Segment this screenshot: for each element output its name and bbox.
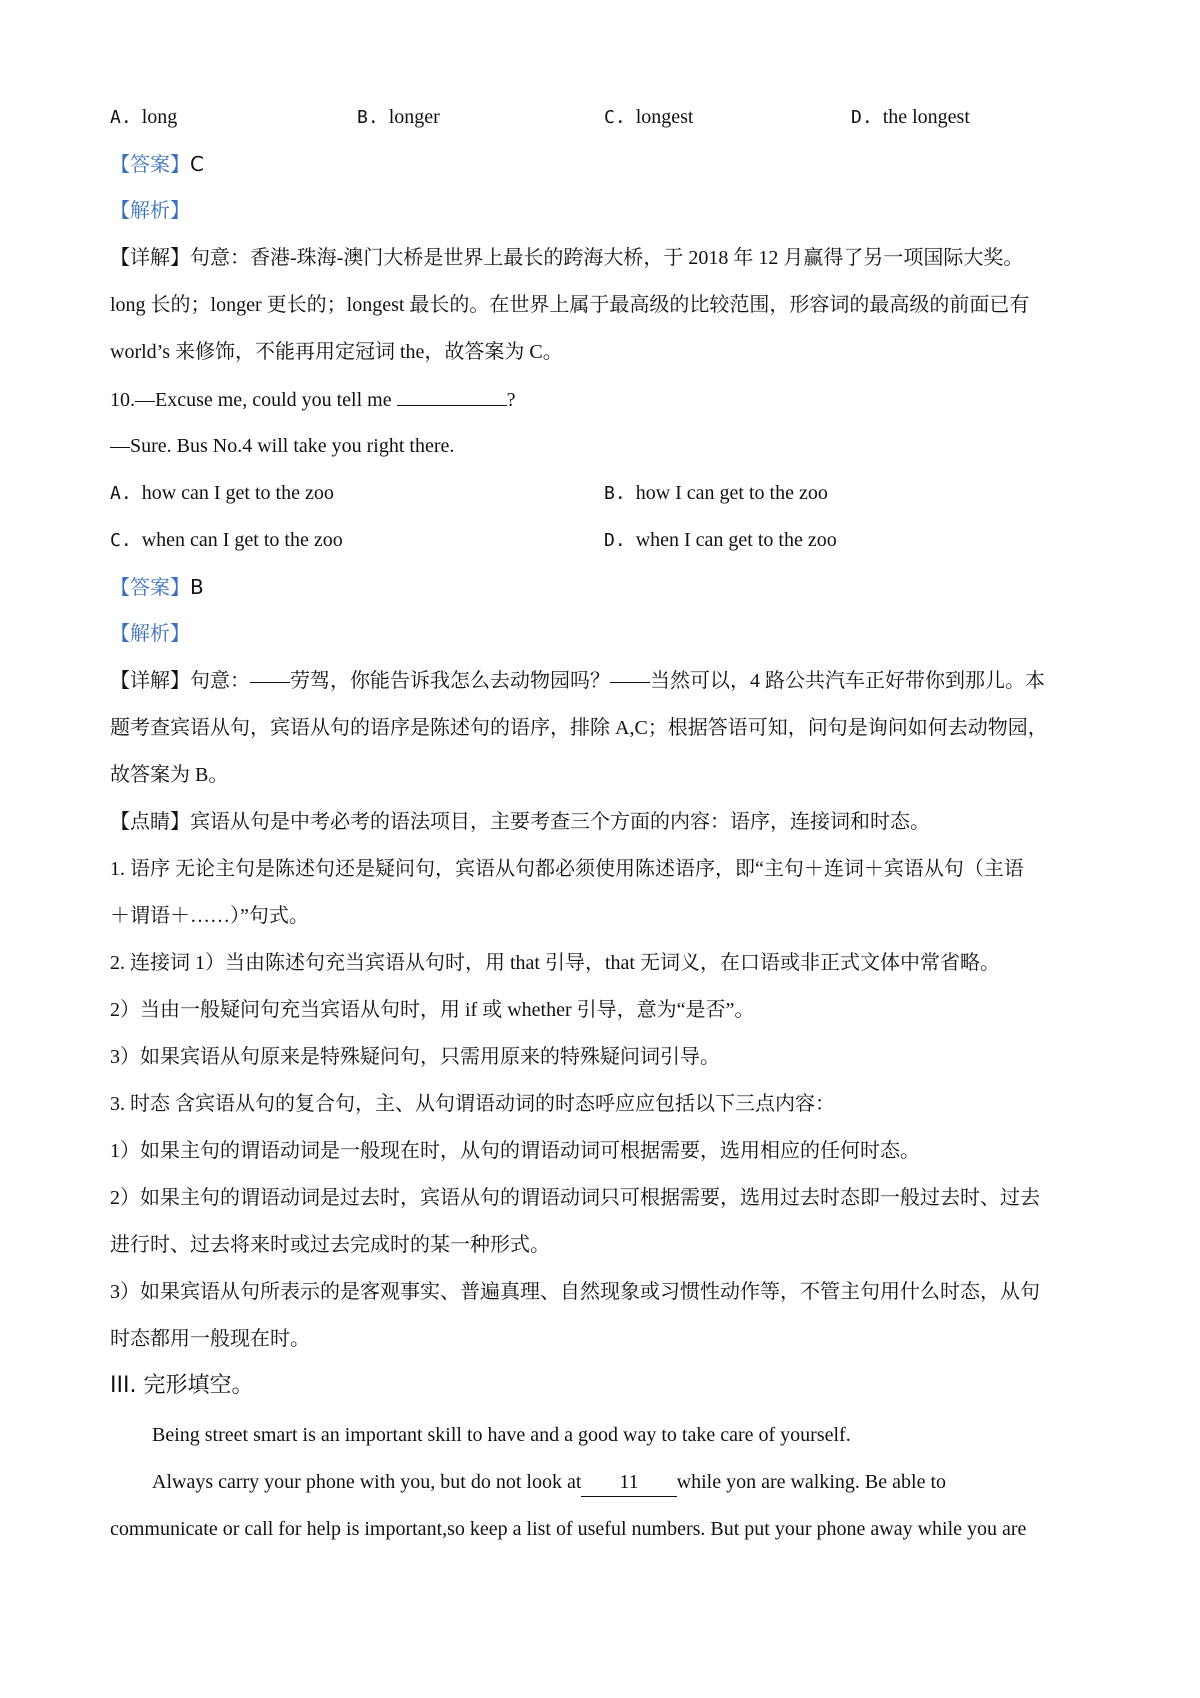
answer-value: C — [190, 152, 204, 176]
q9-option-a — [110, 103, 177, 132]
section-title: III. 完形填空。 — [110, 1373, 254, 1398]
answer-tag: 【答案】 — [110, 154, 190, 176]
q10-tip-line: 3. 时态 含宾语从句的复合句，主、从句谓语动词的时态呼应应包括以下三点内容： — [110, 1093, 835, 1115]
q9-detail-line: 【详解】句意：香港-珠海-澳门大桥是世界上最长的跨海大桥，于 2018 年 12 月赢得了另一项国际大奖。 — [110, 247, 1024, 269]
q10-tip-line: 3）如果宾语从句所表示的是客观事实、普遍真理、自然现象或习惯性动作等，不管主句用什么时态，从句 — [110, 1281, 1040, 1303]
q10-option-c — [110, 526, 343, 555]
option-letter: C. — [604, 107, 626, 128]
q10-tip-line: 进行时、过去将来时或过去完成时的某一种形式。 — [110, 1234, 550, 1256]
q10-tip-line: 1）如果主句的谓语动词是一般现在时，从句的谓语动词可根据需要，选用相应的任何时态。 — [110, 1140, 920, 1162]
q10-stem — [110, 385, 1100, 414]
q10-tip-line: 2）如果主句的谓语动词是过去时，宾语从句的谓语动词只可根据需要，选用过去时态即一般过去时、过去 — [110, 1187, 1040, 1209]
q10-detail-line: 【详解】句意：——劳驾，你能告诉我怎么去动物园吗？——当然可以，4 路公共汽车正好带你到那儿。本 — [110, 670, 1045, 692]
answer-tag: 【答案】 — [110, 577, 190, 599]
option-text: when I can get to the zoo — [635, 529, 837, 551]
option-letter: A. — [110, 107, 132, 128]
q9-detail-line: world’s 来修饰，不能再用定冠词 the，故答案为 C。 — [110, 341, 563, 363]
option-text: when can I get to the zoo — [141, 529, 343, 551]
q10-option-a — [110, 479, 334, 508]
q9-option-c — [604, 103, 693, 132]
q10-tip-line: ＋谓语＋……）”句式。 — [110, 905, 309, 927]
answer-blank — [397, 385, 507, 406]
q9-option-d — [851, 103, 970, 132]
option-letter: D. — [851, 107, 873, 128]
option-text: the longest — [882, 106, 970, 128]
passage-paragraph — [152, 1468, 1100, 1497]
q10-reply: —Sure. Bus No.4 will take you right there. — [110, 435, 455, 457]
cloze-blank: 11 — [581, 1468, 676, 1497]
q10-analysis-tag: 【解析】 — [110, 623, 190, 645]
q9-analysis-tag: 【解析】 — [110, 200, 190, 222]
q10-option-b — [604, 479, 828, 508]
option-text: longest — [635, 106, 694, 128]
q10-answer — [110, 573, 1100, 602]
q10-option-d — [604, 526, 837, 555]
option-text: how I can get to the zoo — [635, 482, 828, 504]
q10-stem-prefix: 10.—Excuse me, could you tell me — [110, 389, 397, 411]
option-text: long — [141, 106, 178, 128]
option-letter: C. — [110, 530, 132, 551]
q10-detail-line: 故答案为 B。 — [110, 764, 229, 786]
q9-detail-line: long 长的；longer 更长的；longest 最长的。在世界上属于最高级的比较范围，形容词的最高级的前面已有 — [110, 294, 1030, 316]
q10-tip-line: 2. 连接词 1）当由陈述句充当宾语从句时，用 that 引导，that 无词义，在口语或非正式文体中常省略。 — [110, 952, 1000, 974]
passage-line: communicate or call for help is important,so keep a list of useful numbers. But put your phone away while you are — [110, 1518, 1027, 1540]
q10-tip-line: 时态都用一般现在时。 — [110, 1328, 310, 1350]
q10-tip-line: 2）当由一般疑问句充当宾语从句时，用 if 或 whether 引导，意为“是否”。 — [110, 999, 755, 1021]
q10-tip-line: 1. 语序 无论主句是陈述句还是疑问句，宾语从句都必须使用陈述语序，即“主句＋连词＋宾语从句（主语 — [110, 858, 1024, 880]
q10-tip-line: 3）如果宾语从句原来是特殊疑问句，只需用原来的特殊疑问词引导。 — [110, 1046, 720, 1068]
passage-text: while yon are walking. Be able to — [676, 1471, 947, 1493]
q9-answer — [110, 150, 1100, 179]
option-letter: B. — [357, 107, 379, 128]
option-text: longer — [388, 106, 440, 128]
q10-stem-suffix: ? — [506, 389, 516, 411]
option-text: how can I get to the zoo — [141, 482, 334, 504]
passage-paragraph: Being street smart is an important skill to have and a good way to take care of yourself. — [152, 1424, 851, 1446]
q10-detail-line: 题考查宾语从句，宾语从句的语序是陈述句的语序，排除 A,C；根据答语可知，问句是询问如何去动物园， — [110, 717, 1048, 739]
q10-tip-line: 【点睛】宾语从句是中考必考的语法项目，主要考查三个方面的内容：语序，连接词和时态。 — [110, 811, 930, 833]
option-letter: A. — [110, 483, 132, 504]
answer-value: B — [190, 575, 204, 599]
option-letter: B. — [604, 483, 626, 504]
option-letter: D. — [604, 530, 626, 551]
passage-text: Always carry your phone with you, but do not look at — [152, 1471, 582, 1493]
q9-option-b — [357, 103, 440, 132]
